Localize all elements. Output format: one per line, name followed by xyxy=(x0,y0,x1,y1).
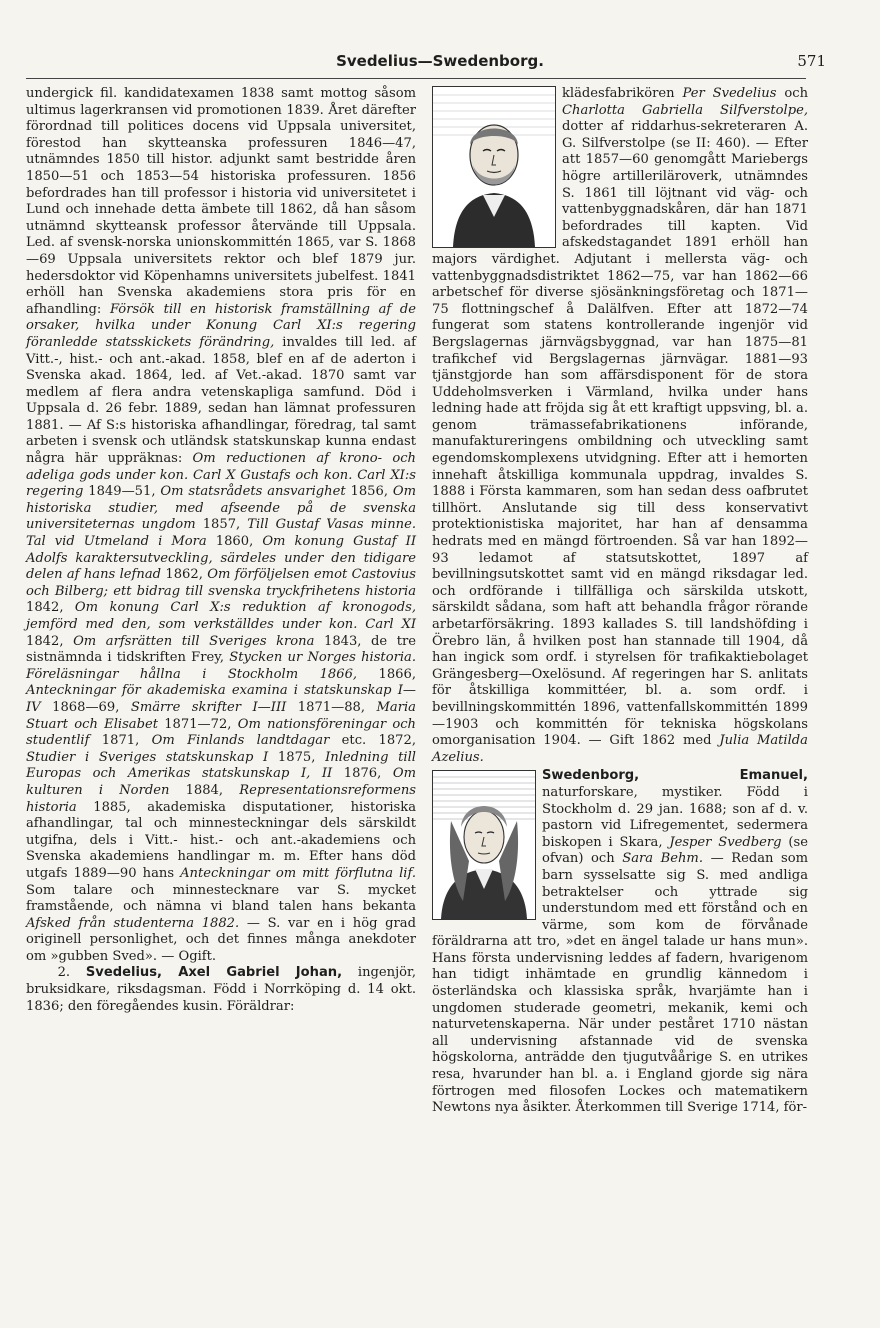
portrait-svedelius xyxy=(432,86,556,248)
page-header xyxy=(0,52,880,74)
entry-headword: Swedenborg, Emanuel, xyxy=(542,768,808,784)
portrait-swedenborg xyxy=(432,770,536,920)
entry-swedenborg: Swedenborg, Emanuel, naturforskare, mystiker. Född i Stockholm d. 29 jan. 1688; son af d. v. pastorn vid Lifregementet, sedermera biskopen i Skara, Jesper Svedberg (se ofvan) och Sara Behm. — Redan som barn sysselsatte sig S. med andliga betraktelser och yttrade sig understundom med ett förstånd och en värme, som kom de förvånade föräldrarna att tro, »det en ängel talade ur hans mun». Hans första undervisning leddes af fadern, hvarigenom han tidigt inhämtade en grundlig kännedom i österländska och klassiska språk, hvarjämte han i ungdomen studerade geometri, mekanik, kemi och naturvetenskaperna. När under peståret 1710 nästan all undervisning afstannade vid de svenska högskolorna, anträdde den tjugutvåårige S. en utrikes resa, hvarunder han bl. a. i England gjorde sig nära förtrogen med filosofen Lockes och matematikern Newtons nya åsikter. Återkommen till Sverige 1714, för- xyxy=(432,768,809,1116)
page-number: 571 xyxy=(797,52,826,70)
entry-svedelius-2: 2. Svedelius, Axel Gabriel Johan, ingenjör, bruksidkare, riksdagsman. Född i Norrköping d. 14 okt. 1836; den föregåendes kusin. Föräldrar: xyxy=(26,965,417,1014)
entry-svedelius-2-continuation: klädesfabrikören Per Svedelius och Charlotta Gabriella Silfverstolpe, dotter af riddarhus-sekreteraren A. G. Silfverstolpe (se II: 460). — Efter att 1857—60 genomgått Mariebergs högre artilleriläroverk, utnämndes S. 1861 till löjtnant vid väg- och vattenbyggnadskåren, där han 1871 befordrades till kapten. Vid afskedstagandet 1891 erhöll han majors värdighet. Adjutant i mellersta väg- och vattenbyggnadsdistriktet 1862—75, var han 1862—66 arbetschef för diverse sjösänkningsföretag och 1871—75 flottningschef å Dalälfven. Efter att 1872—74 fungerat som statens kontrollerande ingenjör vid Bergslagernas järnvägsbyggnad, var han 1875—81 trafikchef vid Bergslagernas järnvägar. 1881—93 tjänstgjorde han som affärsdisponent för de stora Uddeholmsverken i Värmland, hvilka under hans ledning hade att fröjda sig åt ett kraftigt uppsving, bl. a. genom trämassefabrikationens införande, manufaktureringens ombildning och utveckling samt egendomskomplexens utvidgning. Efter att i hemorten innehaft åtskilliga kommunala uppdrag, invaldes S. 1888 i Första kammaren, som han sedan dess oafbrutet tillhört. Anslutande sig till dess konservativt protektionistiska majoritet, har han af densamma hedrats med en mängd förtroenden. Så var han 1892—93 ledamot af statsutskottet, 1897 af bevillningsutskottet samt vid en mängd riksdagar led. och ordförande i tillfälliga och särskilda utskott, särskildt sådana, som haft att behandla frågor rörande arbetarförsäkring. 1893 kallades S. till landshöfding i Örebro län, å hvilken post han stannade till 1904, då han ingick som ordf. i styrelsen för trafikaktiebolaget Grängesberg—Oxelösund. Af regeringen har S. anlitats för åtskilliga kommittéer, bl. a. som ordf. i bevillningskommittén 1896, vattenfallskommittén 1899—1903 och kommittén för tekniska högskolans omorganisation 1904. — Gift 1862 med Julia Matilda Azelius. xyxy=(432,86,809,765)
right-column xyxy=(432,86,808,1117)
portrait-engraving-icon xyxy=(433,87,555,247)
left-column xyxy=(26,86,416,1015)
entry-headword: Svedelius, Axel Gabriel Johan, xyxy=(85,965,343,981)
entry-svedelius-1-continuation: undergick fil. kandidatexamen 1838 samt mottog såsom ultimus lagerkransen vid promotionen 1839. Året därefter förordnad till politices docens vid Uppsala universitet, förestod han skytteanska professuren 1846—47, utnämndes 1850 till histor. adjunkt samt bestridde åren 1850—51 och 1853—54 historiska professuren. 1856 befordrades han till professor i historia vid universitetet i Lund och innehade detta ämbete till 1862, då han såsom utnämnd skytteansk professor återvände till Uppsala. Led. af svensk-norska unionskommittén 1865, var S. 1868—69 Uppsala universitets rektor och blef 1879 jur. hedersdoktor vid Köpenhamns universitets jubelfest. 1841 erhöll han Svenska akademiens stora pris för en afhandling: Försök till en historisk framställning af de orsaker, hvilka under Konung Carl XI:s regering föranledde statsskickets förändring, invaldes till led. af Vitt.-, hist.- och ant.-akad. 1858, blef en af de aderton i Svenska akad. 1864, led. af Vet.-akad. 1870 samt var medlem af flera andra vetenskapliga samfund. Död i Uppsala d. 26 febr. 1889, sedan han lämnat professuren 1881. — Af S:s historiska afhandlingar, föredrag, tal samt arbeten i svensk och utländsk statskunskap kunna endast några här uppräknas: Om reductionen af krono- och adeliga gods under kon. Carl X Gustafs och kon. Carl XI:s regering 1849—51, Om statsrådets ansvarighet 1856, Om historiska studier, med afseende på de svenska universiteternas ungdom 1857, Till Gustaf Vasas minne. Tal vid Utmeland i Mora 1860, Om konung Gustaf II Adolfs karaktersutveckling, särdeles under den tidigare delen af hans lefnad 1862, Om förföljelsen emot Castovius och Bilberg; ett bidrag till svenska tryckfrihetens historia 1842, Om konung Carl X:s reduktion af kronogods, jemförd med den, som verkställdes under kon. Carl XI 1842, Om arfsrätten till Sveriges krona 1843, de tre sistnämnda i tidskriften Frey, Stycken ur Norges historia. Föreläsningar hållna i Stockholm 1866, 1866, Anteckningar för akademiska examina i statskunskap I—IV 1868—69, Smärre skrifter I—III 1871—88, Maria Stuart och Elisabet 1871—72, Om nationsföreningar och studentlif 1871, Om Finlands landtdagar etc. 1872, Studier i Sveriges statskunskap I 1875, Inledning till Europas och Amerikas statskunskap I, II 1876, Om kulturen i Norden 1884, Representationsreformens historia 1885, akademiska disputationer, historiska afhandlingar, tal och minnesteckningar dels särskildt utgifna, dels i Vitt.- hist.- och ant.-akademiens och Svenska akademiens handlingar m. m. Efter hans död utgafs 1889—90 hans Anteckningar om mitt förflutna lif. Som talare och minnestecknare var S. mycket framstående, och nämna vi bland talen hans bekanta Afsked från studenterna 1882. — S. var en i hög grad originell personlighet, och det finnes många anekdoter om »gubben Sved». — Ogift. xyxy=(26,86,417,964)
header-rule xyxy=(26,78,806,79)
portrait-engraving-icon xyxy=(433,771,535,919)
running-title: Svedelius—Swedenborg. xyxy=(336,52,544,70)
